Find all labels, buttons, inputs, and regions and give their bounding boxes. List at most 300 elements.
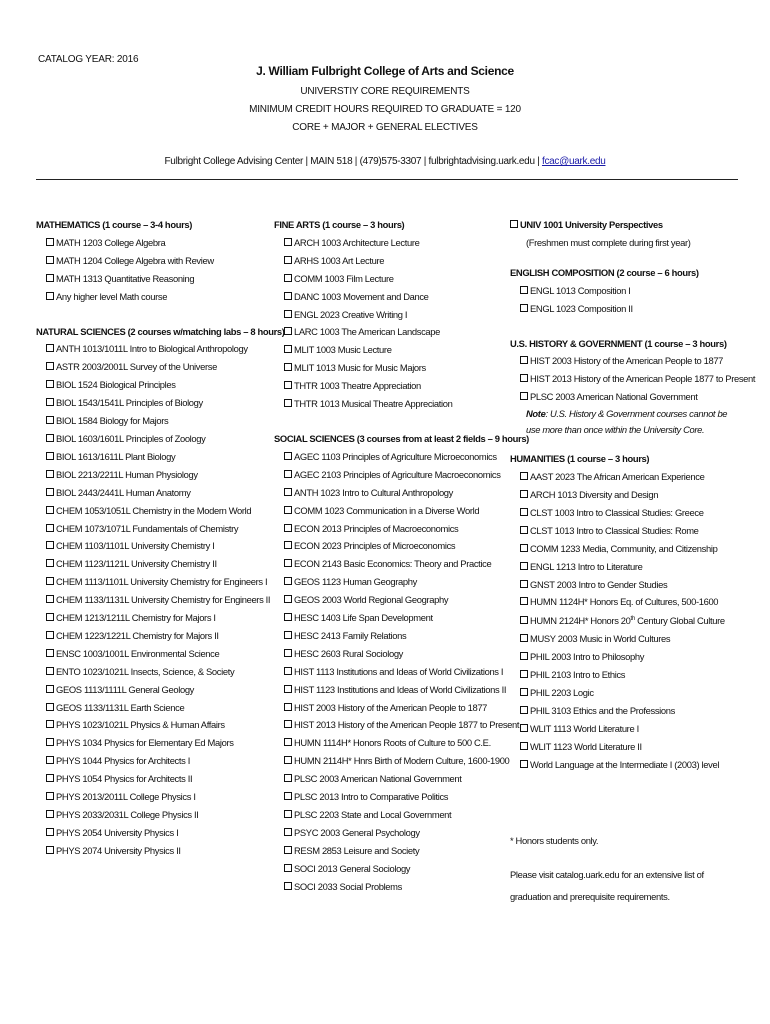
course-item <box>510 738 742 756</box>
univ-course-item <box>510 216 742 234</box>
checkbox-icon[interactable] <box>46 613 54 621</box>
checkbox-icon[interactable] <box>46 292 54 300</box>
course-label: ANTH 1023 Intro to Cultural Anthropology <box>294 486 454 498</box>
checkbox-icon[interactable] <box>46 452 54 460</box>
course-label: CHEM 1213/1211L Chemistry for Majors I <box>56 612 216 624</box>
course-label: ENGL 2023 Creative Writing I <box>294 308 408 320</box>
course-label: PSYC 2003 General Psychology <box>294 826 420 838</box>
course-label: ARHS 1003 Art Lecture <box>294 254 385 266</box>
course-label: PHIL 2103 Intro to Ethics <box>530 669 626 681</box>
checkbox-icon[interactable] <box>46 595 54 603</box>
course-item <box>36 699 268 717</box>
column-left <box>36 216 285 860</box>
course-item <box>510 468 742 486</box>
checkbox-icon[interactable] <box>520 634 528 642</box>
course-item <box>36 537 268 555</box>
course-label: ENGL 1023 Composition II <box>530 302 633 314</box>
course-label: COMM 1003 Film Lecture <box>294 272 394 284</box>
checkbox-icon[interactable] <box>284 595 292 603</box>
checkbox-icon[interactable] <box>520 688 528 696</box>
course-label: PHYS 1023/1021L Physics & Human Affairs <box>56 719 225 731</box>
checkbox-icon[interactable] <box>46 685 54 693</box>
checkbox-icon[interactable] <box>284 256 292 264</box>
course-item <box>510 370 756 388</box>
checkbox-icon[interactable] <box>284 738 292 746</box>
course-label-suffix: Century Global Culture <box>634 615 725 627</box>
checkbox-icon[interactable] <box>284 541 292 549</box>
checkbox-icon[interactable] <box>284 864 292 872</box>
course-item <box>36 430 268 448</box>
course-label: HUMN 2114H* Hnrs Birth of Modern Culture, 1600-1900 <box>294 755 510 767</box>
course-item <box>274 377 510 395</box>
course-item <box>36 681 268 699</box>
course-item <box>510 648 742 666</box>
course-item <box>36 358 268 376</box>
spacer <box>274 413 510 430</box>
course-item <box>274 341 510 359</box>
course-label: HIST 2013 History of the American People 1877 to Present <box>530 373 756 385</box>
course-item <box>36 340 268 358</box>
course-item <box>36 609 268 627</box>
checkbox-icon[interactable] <box>284 613 292 621</box>
course-label-prefix: HUMN 2124H* Honors 20 <box>530 615 631 627</box>
course-item <box>510 522 742 540</box>
checkbox-icon[interactable] <box>284 452 292 460</box>
course-label: HIST 2013 History of the American People 1877 to Present <box>294 719 520 731</box>
course-item <box>36 466 268 484</box>
checkbox-icon[interactable] <box>520 760 528 768</box>
course-label: CHEM 1133/1131L University Chemistry for Engineers II <box>56 594 271 606</box>
section-heading-natural-sciences: NATURAL SCIENCES (2 courses w/matching labs – 8 hours) <box>36 325 285 337</box>
course-label: MATH 1313 Quantitative Reasoning <box>56 272 195 284</box>
course-item <box>274 466 510 484</box>
checkbox-icon[interactable] <box>46 577 54 585</box>
course-label: PLSC 2003 American National Government <box>294 773 462 785</box>
note-text: : U.S. History & Government courses cannot be use more than once within the University Core. <box>526 408 728 436</box>
spacer <box>510 850 742 864</box>
section-heading-fine-arts: FINE ARTS (1 course – 3 hours) <box>274 219 405 230</box>
english-list <box>510 282 742 318</box>
course-label: COMM 1023 Communication in a Diverse World <box>294 504 480 516</box>
checkbox-icon[interactable] <box>284 828 292 836</box>
course-item <box>36 627 268 645</box>
checkbox-icon[interactable] <box>284 327 292 335</box>
catalog-year: CATALOG YEAR: 2016 <box>38 54 139 65</box>
course-item <box>510 352 742 370</box>
checkbox-icon[interactable] <box>46 470 54 478</box>
natural-sciences-list <box>36 340 271 859</box>
checkbox-icon[interactable] <box>284 292 292 300</box>
course-label: WLIT 1113 World Literature I <box>530 722 639 734</box>
course-item <box>510 388 742 406</box>
course-label: CHEM 1073/1071L Fundamentals of Chemistry <box>56 522 239 534</box>
checkbox-icon[interactable] <box>46 667 54 675</box>
checkbox-icon[interactable] <box>46 434 54 442</box>
advising-email-link[interactable]: fcac@uark.edu <box>541 156 606 167</box>
course-item <box>36 645 268 663</box>
course-label: ANTH 1013/1011L Intro to Biological Anthropology <box>56 343 248 355</box>
course-item <box>36 716 268 734</box>
course-item <box>36 234 268 252</box>
course-label: CHEM 1103/1101L University Chemistry I <box>56 540 215 552</box>
checkbox-icon[interactable] <box>520 508 528 516</box>
checkbox-icon[interactable] <box>520 490 528 498</box>
course-label: Any higher level Math course <box>56 290 168 302</box>
course-item <box>36 591 271 609</box>
course-label: MLIT 1003 Music Lecture <box>294 344 392 356</box>
course-item <box>274 323 510 341</box>
course-label: ARCH 1013 Diversity and Design <box>530 488 659 500</box>
course-item <box>36 788 268 806</box>
checkbox-icon[interactable] <box>520 580 528 588</box>
checkbox-icon[interactable] <box>284 559 292 567</box>
course-label: MLIT 1013 Music for Music Majors <box>294 362 426 374</box>
course-item <box>36 394 268 412</box>
checkbox-icon[interactable] <box>520 286 528 294</box>
course-item <box>274 502 510 520</box>
course-label: HIST 1113 Institutions and Ideas of World Civilizations I <box>294 665 504 677</box>
checkbox-icon[interactable] <box>46 344 54 352</box>
course-item <box>510 540 742 558</box>
course-item <box>510 486 742 504</box>
checkbox-icon[interactable] <box>284 363 292 371</box>
univ-course-label: UNIV 1001 University Perspectives <box>520 219 663 230</box>
checkbox-icon[interactable] <box>520 670 528 678</box>
checkbox-icon[interactable] <box>284 631 292 639</box>
course-item <box>274 663 510 681</box>
course-item <box>36 734 268 752</box>
course-label: MATH 1203 College Algebra <box>56 236 166 248</box>
checkbox-icon[interactable] <box>284 506 292 514</box>
social-sciences-list <box>274 448 520 896</box>
course-item <box>274 288 510 306</box>
checkbox-icon[interactable] <box>284 667 292 675</box>
course-item <box>36 288 268 306</box>
checkbox-icon[interactable] <box>520 597 528 605</box>
course-label: PLSC 2203 State and Local Government <box>294 809 452 820</box>
header-divider <box>36 179 738 180</box>
course-label: MATH 1204 College Algebra with Review <box>56 254 214 266</box>
course-label: ECON 2023 Principles of Microeconomics <box>294 540 456 552</box>
course-item <box>510 300 742 318</box>
checkbox-icon[interactable] <box>46 541 54 549</box>
checkbox-icon[interactable] <box>520 356 528 364</box>
course-label: HUMN 1114H* Honors Roots of Culture to 500 C.E. <box>294 737 491 749</box>
checkbox-icon[interactable] <box>46 631 54 639</box>
course-item <box>274 770 510 788</box>
checkbox-icon[interactable] <box>284 310 292 318</box>
course-label: PHYS 2054 University Physics I <box>56 826 179 838</box>
course-item <box>274 860 510 878</box>
course-item <box>274 734 510 752</box>
catalog-footnote: Please visit catalog.uark.edu for an extensive list of graduation and prerequisite requirements. <box>510 868 704 902</box>
checkbox-icon[interactable] <box>284 846 292 854</box>
checkbox-icon[interactable] <box>520 616 528 624</box>
course-label: CLST 1003 Intro to Classical Studies: Greece <box>530 506 704 518</box>
page-header <box>0 64 770 137</box>
checkbox-icon[interactable] <box>520 544 528 552</box>
course-label: GNST 2003 Intro to Gender Studies <box>530 578 668 590</box>
course-label: BIOL 2213/2211L Human Physiology <box>56 468 198 480</box>
checkbox-icon[interactable] <box>510 220 518 228</box>
checkbox-icon[interactable] <box>284 470 292 478</box>
course-label: SOCI 2013 General Sociology <box>294 862 411 874</box>
checkbox-icon[interactable] <box>284 345 292 353</box>
us-history-list <box>510 352 756 406</box>
checkbox-icon[interactable] <box>46 828 54 836</box>
course-item <box>274 806 510 824</box>
checkbox-icon[interactable] <box>520 652 528 660</box>
course-item <box>274 234 510 252</box>
header-line-2: MINIMUM CREDIT HOURS REQUIRED TO GRADUATE = 120 <box>249 104 521 115</box>
course-item <box>274 520 510 538</box>
univ-note: (Freshmen must complete during first year) <box>526 236 691 248</box>
section-heading-social-sciences: SOCIAL SCIENCES (3 courses from at least 2 fields – 9 hours) <box>274 432 529 444</box>
course-label: AGEC 2103 Principles of Agriculture Macroeconomics <box>294 468 501 480</box>
course-label: GEOS 2003 World Regional Geography <box>294 594 449 606</box>
course-item <box>274 842 510 860</box>
checkbox-icon[interactable] <box>520 724 528 732</box>
checkbox-icon[interactable] <box>46 792 54 800</box>
checkbox-icon[interactable] <box>284 524 292 532</box>
course-item <box>510 720 742 738</box>
course-item <box>510 611 742 630</box>
course-label: PHYS 2033/2031L College Physics II <box>56 809 199 820</box>
course-item <box>36 484 268 502</box>
spacer <box>36 306 268 323</box>
course-item <box>274 448 510 466</box>
course-item <box>36 520 268 538</box>
course-item <box>274 716 520 734</box>
checkbox-icon[interactable] <box>46 649 54 657</box>
course-item <box>510 282 742 300</box>
checkbox-icon[interactable] <box>284 238 292 246</box>
course-item <box>510 576 742 594</box>
course-label: PHIL 2003 Intro to Philosophy <box>530 651 645 663</box>
course-label: HIST 2003 History of the American People to 1877 <box>294 701 488 713</box>
course-item <box>36 412 268 430</box>
checkbox-icon[interactable] <box>520 562 528 570</box>
us-history-note <box>510 406 742 438</box>
course-item <box>36 252 268 270</box>
course-label: RESM 2853 Leisure and Society <box>294 844 420 856</box>
humanities-list <box>510 468 742 611</box>
course-label: ASTR 2003/2001L Survey of the Universe <box>56 361 217 373</box>
course-item <box>274 573 510 591</box>
course-item <box>36 824 268 842</box>
course-label: THTR 1013 Musical Theatre Appreciation <box>294 398 453 410</box>
course-label: PHIL 2203 Logic <box>530 687 594 699</box>
course-item <box>510 630 742 648</box>
course-item <box>510 702 742 720</box>
course-item <box>36 770 268 788</box>
checkbox-icon[interactable] <box>46 274 54 282</box>
course-label: BIOL 1584 Biology for Majors <box>56 415 169 427</box>
course-label: HUMN 1124H* Honors Eq. of Cultures, 500-1600 <box>530 596 719 608</box>
checkbox-icon[interactable] <box>284 774 292 782</box>
section-heading-humanities: HUMANITIES (1 course – 3 hours) <box>510 453 650 465</box>
course-item <box>36 806 268 824</box>
course-label: ENTO 1023/1021L Insects, Science, & Society <box>56 665 235 677</box>
checkbox-icon[interactable] <box>46 774 54 782</box>
course-item <box>36 842 268 860</box>
spacer <box>510 252 742 264</box>
checkbox-icon[interactable] <box>46 559 54 567</box>
checkbox-icon[interactable] <box>520 526 528 534</box>
course-label: PHIL 3103 Ethics and the Professions <box>530 704 675 716</box>
ordinal-suffix: th <box>630 616 635 623</box>
course-item <box>274 699 510 717</box>
checkbox-icon[interactable] <box>520 742 528 750</box>
course-label: CHEM 1113/1101L University Chemistry for Engineers I <box>56 576 268 588</box>
course-label: ECON 2013 Principles of Macroeconomics <box>294 522 459 534</box>
course-item <box>36 752 268 770</box>
course-item <box>274 306 510 324</box>
checkbox-icon[interactable] <box>46 524 54 532</box>
course-item <box>274 752 510 770</box>
checkbox-icon[interactable] <box>46 488 54 496</box>
checkbox-icon[interactable] <box>46 810 54 818</box>
checkbox-icon[interactable] <box>284 720 292 728</box>
checkbox-icon[interactable] <box>284 756 292 764</box>
header-line-3: CORE + MAJOR + GENERAL ELECTIVES <box>292 122 478 133</box>
course-label: ECON 2143 Basic Economics: Theory and Practice <box>294 558 492 570</box>
checkbox-icon[interactable] <box>284 399 292 407</box>
checkbox-icon[interactable] <box>520 706 528 714</box>
course-item <box>274 609 510 627</box>
course-item <box>274 395 510 413</box>
course-label: GEOS 1113/1111L General Geology <box>56 683 195 695</box>
course-label: THTR 1003 Theatre Appreciation <box>294 380 421 392</box>
advising-contact <box>0 156 770 167</box>
header-line-1: UNIVERSTIY CORE REQUIREMENTS <box>300 86 470 97</box>
course-item <box>274 627 510 645</box>
checkbox-icon[interactable] <box>284 810 292 818</box>
course-label: CLST 1013 Intro to Classical Studies: Rome <box>530 524 699 536</box>
course-item <box>36 555 268 573</box>
checkbox-icon[interactable] <box>46 362 54 370</box>
checkbox-icon[interactable] <box>46 738 54 746</box>
course-item <box>274 681 510 699</box>
course-item <box>36 502 268 520</box>
section-heading-english: ENGLISH COMPOSITION (2 course – 6 hours) <box>510 266 699 278</box>
checkbox-icon[interactable] <box>284 274 292 282</box>
course-item <box>274 591 510 609</box>
course-label: PHYS 1054 Physics for Architects II <box>56 773 193 785</box>
course-label: PHYS 2013/2011L College Physics I <box>56 791 196 803</box>
course-label: DANC 1003 Movement and Dance <box>294 290 429 302</box>
course-item <box>510 684 742 702</box>
checkbox-icon[interactable] <box>284 381 292 389</box>
course-label: BIOL 1613/1611L Plant Biology <box>56 450 176 462</box>
checkbox-icon[interactable] <box>520 304 528 312</box>
course-label: COMM 1233 Media, Community, and Citizenship <box>530 542 718 554</box>
course-label: ENGL 1213 Intro to Literature <box>530 560 643 572</box>
course-item <box>274 824 510 842</box>
column-right <box>510 216 756 908</box>
course-item <box>274 359 510 377</box>
course-item <box>274 878 510 896</box>
checkbox-icon[interactable] <box>284 882 292 890</box>
checkbox-icon[interactable] <box>284 703 292 711</box>
course-item <box>274 645 510 663</box>
checkbox-icon[interactable] <box>46 380 54 388</box>
course-label: World Language at the Intermediate I (2003) level <box>530 758 720 770</box>
course-label: ARCH 1003 Architecture Lecture <box>294 236 420 248</box>
course-label: LARC 1003 The American Landscape <box>294 326 441 338</box>
course-label: PHYS 2074 University Physics II <box>56 844 181 856</box>
course-label: PHYS 1034 Physics for Elementary Ed Majors <box>56 737 234 749</box>
course-label: HIST 1123 Institutions and Ideas of World Civilizations II <box>294 683 507 695</box>
checkbox-icon[interactable] <box>284 649 292 657</box>
checkbox-icon[interactable] <box>46 256 54 264</box>
checkbox-icon[interactable] <box>284 577 292 585</box>
checkbox-icon[interactable] <box>46 846 54 854</box>
checkbox-icon[interactable] <box>46 238 54 246</box>
checkbox-icon[interactable] <box>284 792 292 800</box>
checkbox-icon[interactable] <box>520 472 528 480</box>
course-item <box>510 558 742 576</box>
course-label: ENGL 1013 Composition I <box>530 284 631 296</box>
checkbox-icon[interactable] <box>520 392 528 400</box>
course-item <box>36 376 268 394</box>
fine-arts-list <box>274 234 510 413</box>
honors-footnote: * Honors students only. <box>510 834 599 846</box>
course-label: BIOL 1524 Biological Principles <box>56 379 176 391</box>
mathematics-list <box>36 234 268 306</box>
course-label: AGEC 1103 Principles of Agriculture Microeconomics <box>294 450 497 462</box>
course-label: MUSY 2003 Music in World Cultures <box>530 633 671 645</box>
course-item <box>274 252 510 270</box>
course-item <box>274 555 510 573</box>
course-item <box>274 484 510 502</box>
checkbox-icon[interactable] <box>520 374 528 382</box>
course-label: GEOS 1133/1131L Earth Science <box>56 701 185 713</box>
course-item <box>510 504 742 522</box>
course-item <box>36 448 268 466</box>
checkbox-icon[interactable] <box>46 756 54 764</box>
section-heading-mathematics: MATHEMATICS (1 course – 3-4 hours) <box>36 219 193 230</box>
checkbox-icon[interactable] <box>46 416 54 424</box>
course-item <box>510 593 742 611</box>
course-item <box>510 666 742 684</box>
course-label: WLIT 1123 World Literature II <box>530 740 642 752</box>
checkbox-icon[interactable] <box>46 703 54 711</box>
checkbox-icon[interactable] <box>284 488 292 496</box>
spacer <box>510 774 742 832</box>
college-title: J. William Fulbright College of Arts and Science <box>256 64 514 78</box>
course-label: PLSC 2013 Intro to Comparative Politics <box>294 791 449 803</box>
course-item <box>36 270 268 288</box>
course-label: CHEM 1123/1121L University Chemistry II <box>56 558 217 570</box>
course-label: HESC 2413 Family Relations <box>294 629 407 641</box>
checkbox-icon[interactable] <box>46 720 54 728</box>
course-label: CHEM 1053/1051L Chemistry in the Modern World <box>56 504 252 516</box>
course-label: SOCI 2033 Social Problems <box>294 880 402 892</box>
course-item <box>36 663 268 681</box>
humanities-list-continued <box>510 630 742 773</box>
course-item <box>274 270 510 288</box>
checkbox-icon[interactable] <box>284 685 292 693</box>
course-item <box>274 788 510 806</box>
course-label: CHEM 1223/1221L Chemistry for Majors II <box>56 629 219 641</box>
course-label: HESC 1403 Life Span Development <box>294 612 433 624</box>
spacer <box>510 318 742 335</box>
course-label: PLSC 2003 American National Government <box>530 391 698 403</box>
checkbox-icon[interactable] <box>46 506 54 514</box>
column-middle <box>274 216 529 896</box>
checkbox-icon[interactable] <box>46 398 54 406</box>
